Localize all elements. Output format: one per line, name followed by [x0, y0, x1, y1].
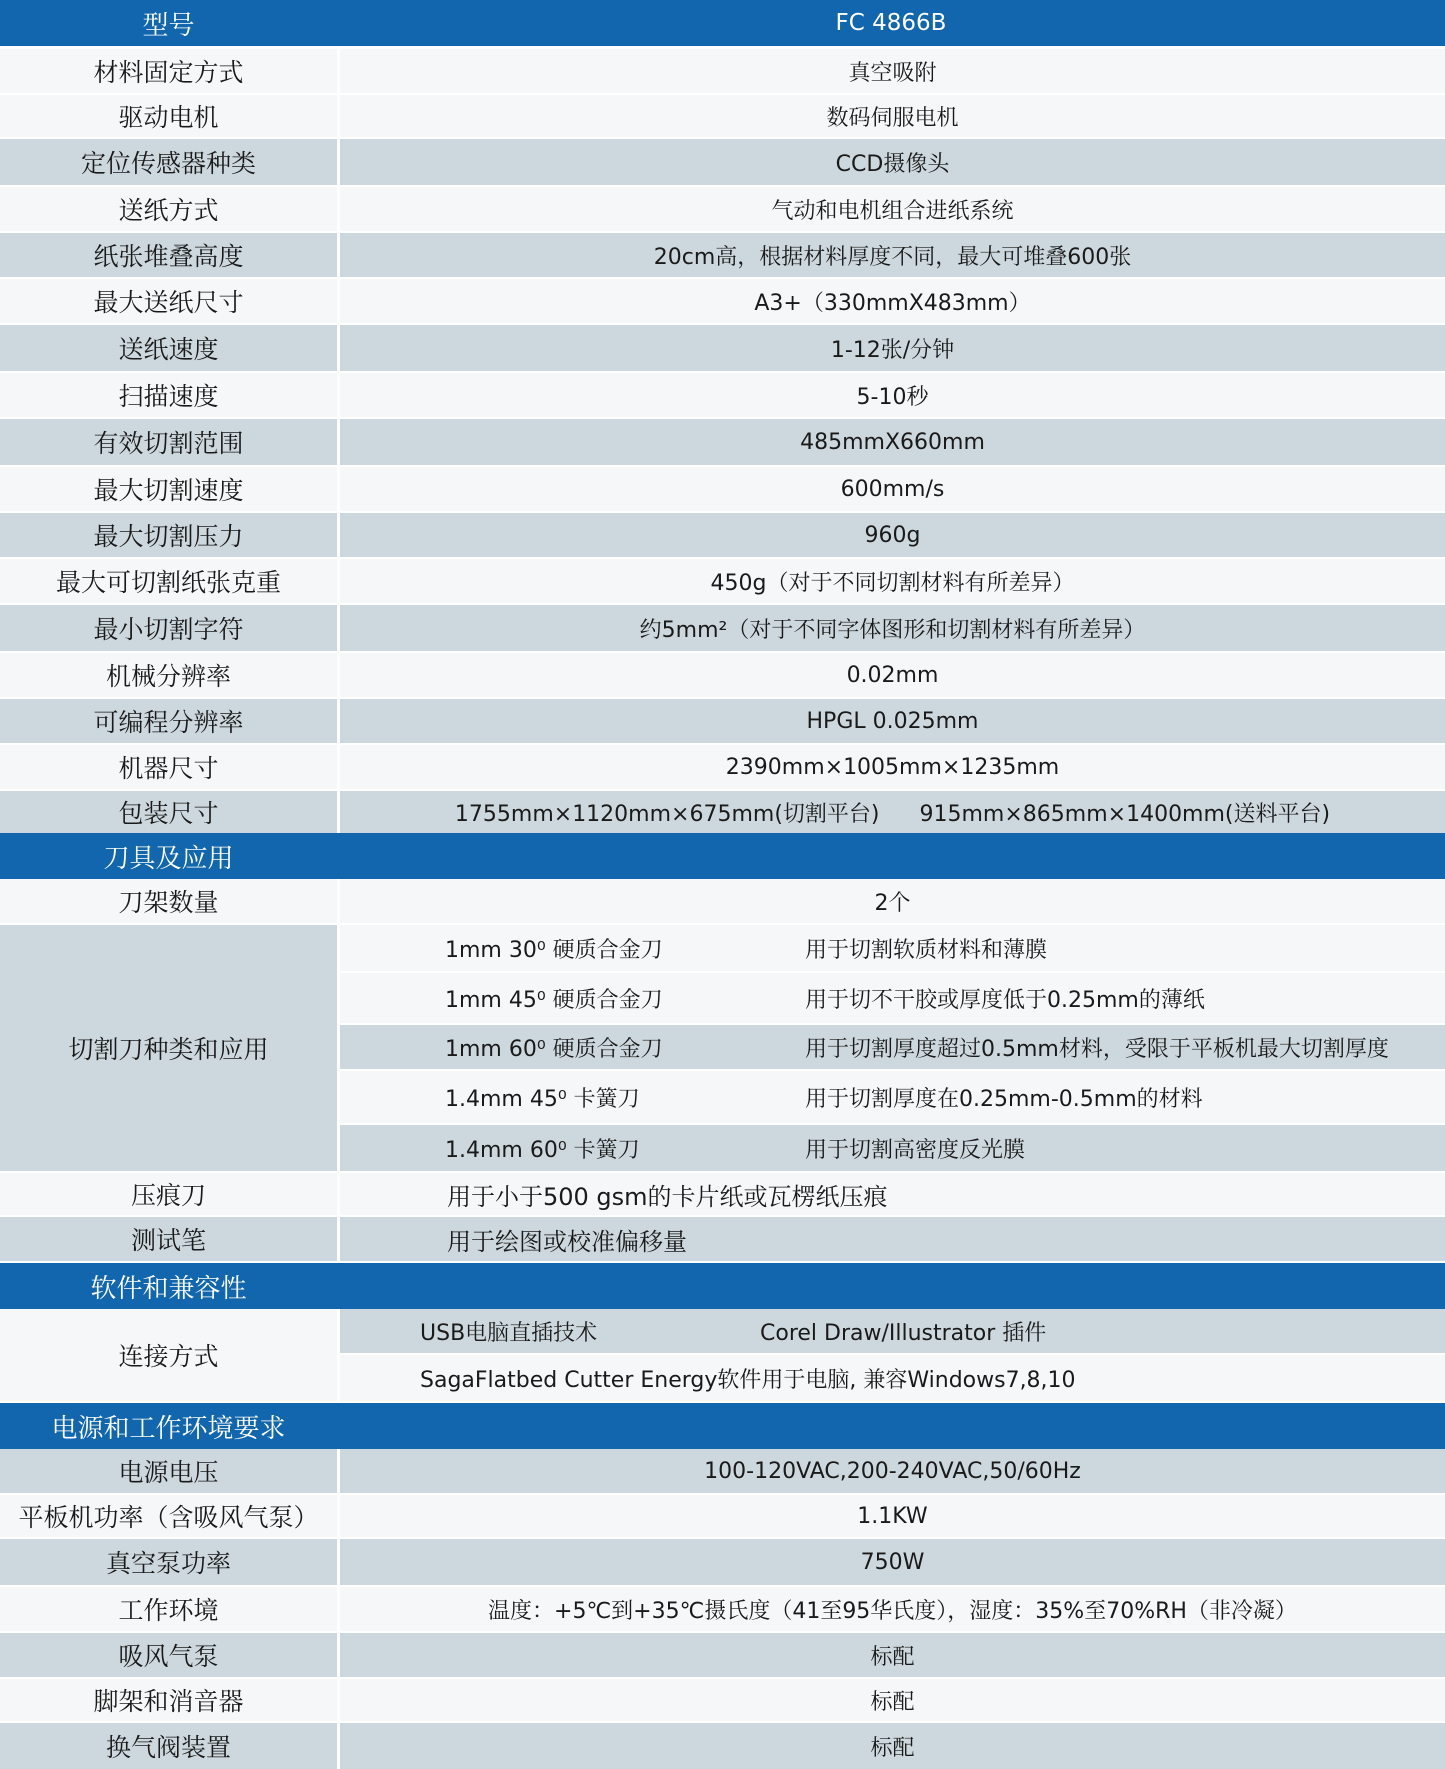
package-value [340, 791, 1445, 833]
spec-value: 温度：+5℃到+35℃摄氏度（41至95华氏度），湿度：35%至70%RH（非冷凝） [340, 1587, 1445, 1631]
blade-row [340, 1071, 1445, 1123]
blade-row [340, 925, 1445, 971]
spec-row [0, 559, 1445, 603]
blade-use: 用于切不干胶或厚度低于0.25mm的薄纸 [805, 987, 1205, 1013]
spec-label: 最大切割压力 [0, 513, 337, 557]
spec-row [0, 419, 1445, 465]
connect-software: SagaFlatbed Cutter Energy软件用于电脑, 兼容Windows7,8,10 [420, 1367, 1076, 1393]
spec-value: 标配 [340, 1633, 1445, 1677]
spec-label: 最大送纸尺寸 [0, 279, 337, 323]
spec-label: 脚架和消音器 [0, 1679, 337, 1721]
blade-type: 1.4mm 60⁰ 卡簧刀 [445, 1137, 640, 1163]
spec-row [0, 605, 1445, 651]
spec-row [0, 699, 1445, 743]
spec-label: 吸风气泵 [0, 1633, 337, 1677]
spec-label: 真空泵功率 [0, 1539, 337, 1585]
spec-value: 5-10秒 [340, 373, 1445, 417]
spec-value: 约5mm²（对于不同字体图形和切割材料有所差异） [340, 605, 1445, 651]
section-header-tools [0, 833, 1445, 879]
header-row [0, 0, 1445, 46]
blade-use: 用于切割软质材料和薄膜 [805, 937, 1048, 963]
spec-value: 数码伺服电机 [340, 95, 1445, 137]
spec-value: CCD摄像头 [340, 139, 1445, 185]
blade-type: 1mm 60⁰ 硬质合金刀 [445, 1036, 663, 1062]
section-title: 软件和兼容性 [90, 1273, 247, 1304]
spec-value: 600mm/s [340, 467, 1445, 511]
spec-value: 标配 [340, 1679, 1445, 1721]
spec-label: 刀架数量 [0, 879, 337, 923]
spec-value: 450g（对于不同切割材料有所差异） [340, 559, 1445, 603]
spec-row [0, 325, 1445, 371]
spec-value: 标配 [340, 1723, 1445, 1769]
spec-row [0, 1633, 1445, 1677]
section-title: 刀具及应用 [103, 843, 234, 874]
connect-line-2 [340, 1355, 1445, 1401]
spec-value: HPGL 0.025mm [340, 699, 1445, 743]
spec-row [0, 467, 1445, 511]
spec-row [0, 139, 1445, 185]
spec-row [0, 95, 1445, 137]
spec-row [0, 513, 1445, 557]
spec-row [0, 279, 1445, 323]
spec-value: 气动和电机组合进纸系统 [340, 187, 1445, 231]
blade-type: 1mm 30⁰ 硬质合金刀 [445, 937, 663, 963]
connect-usb: USB电脑直插技术 [420, 1320, 598, 1346]
spec-label: 有效切割范围 [0, 419, 337, 465]
spec-row [0, 1173, 1445, 1215]
spec-label: 定位传感器种类 [0, 139, 337, 185]
spec-value: 960g [340, 513, 1445, 557]
spec-label: 驱动电机 [0, 95, 337, 137]
spec-value: 1-12张/分钟 [340, 325, 1445, 371]
spec-row [0, 49, 1445, 93]
connect-label: 连接方式 [0, 1309, 337, 1401]
blades-label: 切割刀种类和应用 [0, 925, 337, 1171]
spec-row [0, 745, 1445, 789]
spec-value: 0.02mm [340, 653, 1445, 697]
spec-label: 工作环境 [0, 1587, 337, 1631]
spec-label: 换气阀装置 [0, 1723, 337, 1769]
spec-label: 机械分辨率 [0, 653, 337, 697]
blade-row [340, 1025, 1445, 1069]
spec-value: A3+（330mmX483mm） [340, 279, 1445, 323]
spec-label: 送纸方式 [0, 187, 337, 231]
spec-label: 最大可切割纸张克重 [0, 559, 337, 603]
spec-row [0, 1539, 1445, 1585]
spec-row [0, 1587, 1445, 1631]
header-label: 型号 [142, 10, 195, 41]
spec-row [0, 1723, 1445, 1769]
spec-value: 485mmX660mm [340, 419, 1445, 465]
spec-value: 1.1KW [340, 1495, 1445, 1537]
spec-row [0, 233, 1445, 277]
spec-value: 用于小于500 gsm的卡片纸或瓦楞纸压痕 [340, 1173, 1445, 1215]
blade-use: 用于切割厚度超过0.5mm材料，受限于平板机最大切割厚度 [805, 1036, 1389, 1062]
header-model: FC 4866B [835, 10, 947, 36]
spec-row [0, 879, 1445, 923]
connect-line-1 [340, 1309, 1445, 1353]
section-header-software [0, 1263, 1445, 1309]
spec-label: 测试笔 [0, 1217, 337, 1261]
spec-value: 20cm高，根据材料厚度不同，最大可堆叠600张 [340, 233, 1445, 277]
spec-row [0, 1449, 1445, 1493]
section-title: 电源和工作环境要求 [51, 1413, 286, 1444]
spec-value: 用于绘图或校准偏移量 [340, 1217, 1445, 1261]
spec-label: 扫描速度 [0, 373, 337, 417]
spec-label: 可编程分辨率 [0, 699, 337, 743]
package-value-cut: 1755mm×1120mm×675mm(切割平台) [454, 801, 880, 827]
package-value-feed: 915mm×865mm×1400mm(送料平台) [919, 801, 1331, 827]
spec-row [0, 1679, 1445, 1721]
spec-label: 送纸速度 [0, 325, 337, 371]
spec-value: 真空吸附 [340, 49, 1445, 93]
section-filler [337, 1263, 1445, 1309]
spec-value: 750W [340, 1539, 1445, 1585]
spec-label: 纸张堆叠高度 [0, 233, 337, 277]
spec-row [0, 373, 1445, 417]
spec-label: 平板机功率（含吸风气泵） [0, 1495, 337, 1537]
blade-row [340, 1125, 1445, 1171]
package-label: 包装尺寸 [0, 791, 337, 833]
spec-value: 100-120VAC,200-240VAC,50/60Hz [340, 1449, 1445, 1493]
spec-label: 压痕刀 [0, 1173, 337, 1215]
spec-value: 2390mm×1005mm×1235mm [340, 745, 1445, 789]
blade-type: 1mm 45⁰ 硬质合金刀 [445, 987, 663, 1013]
spec-row [0, 1217, 1445, 1261]
spec-label: 电源电压 [0, 1449, 337, 1493]
spec-label: 最大切割速度 [0, 467, 337, 511]
blade-use: 用于切割高密度反光膜 [805, 1137, 1026, 1163]
spec-label: 机器尺寸 [0, 745, 337, 789]
package-row [0, 791, 1445, 833]
blade-row [340, 973, 1445, 1023]
spec-row [0, 653, 1445, 697]
spec-label: 最小切割字符 [0, 605, 337, 651]
spec-row [0, 1495, 1445, 1537]
blade-use: 用于切割厚度在0.25mm-0.5mm的材料 [805, 1086, 1203, 1112]
section-header-power [0, 1403, 1445, 1449]
section-filler [337, 1403, 1445, 1449]
connect-plugin: Corel Draw/Illustrator 插件 [760, 1320, 1047, 1346]
section-filler [337, 833, 1445, 879]
spec-row [0, 187, 1445, 231]
spec-value: 2个 [340, 879, 1445, 923]
spec-label: 材料固定方式 [0, 49, 337, 93]
blade-type: 1.4mm 45⁰ 卡簧刀 [445, 1086, 640, 1112]
